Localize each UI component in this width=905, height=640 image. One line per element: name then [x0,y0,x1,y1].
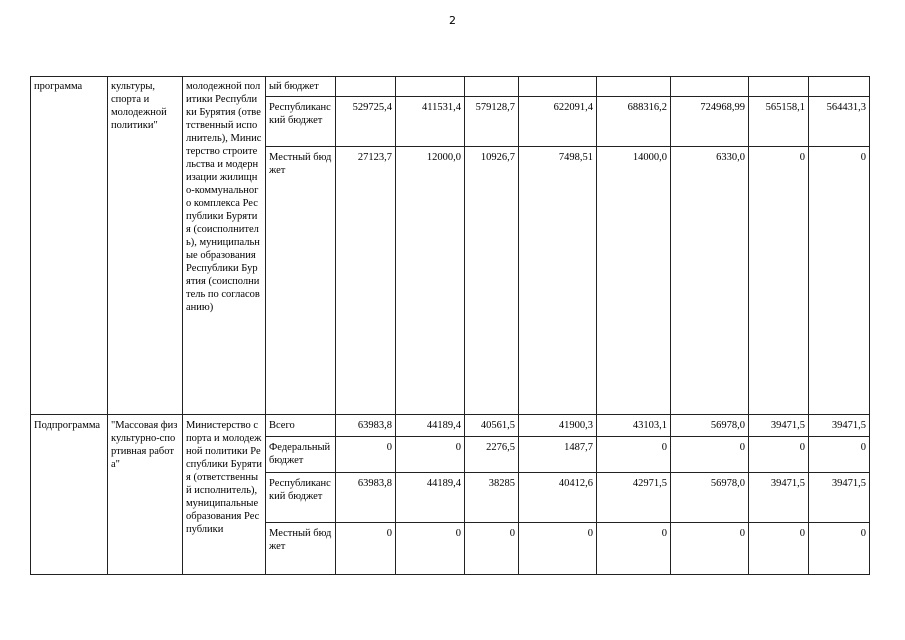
executor-cell: Министерство спорта и молодежной политики Республики Бурятия (ответственный исполнитель), муниципальные образования Республики [183,415,266,575]
value-cell: 39471,5 [749,473,809,523]
value-cell: 12000,0 [396,147,465,415]
value-cell: 411531,4 [396,97,465,147]
value-cell: 44189,4 [396,415,465,437]
value-cell: 6330,0 [671,147,749,415]
table-row [31,415,870,437]
value-cell: 1487,7 [519,437,597,473]
value-cell: 724968,99 [671,97,749,147]
value-cell [749,77,809,97]
value-cell: 688316,2 [597,97,671,147]
value-cell: 56978,0 [671,473,749,523]
funding-source-cell: Всего [266,415,336,437]
value-cell: 0 [809,523,870,575]
table-row [31,77,870,97]
value-cell: 27123,7 [336,147,396,415]
budget-table [30,76,870,575]
value-cell: 38285 [465,473,519,523]
value-cell: 0 [749,147,809,415]
value-cell: 622091,4 [519,97,597,147]
value-cell: 40561,5 [465,415,519,437]
value-cell [809,77,870,97]
value-cell [597,77,671,97]
value-cell: 564431,3 [809,97,870,147]
value-cell: 44189,4 [396,473,465,523]
value-cell: 39471,5 [809,473,870,523]
value-cell: 0 [336,523,396,575]
value-cell: 42971,5 [597,473,671,523]
value-cell: 529725,4 [336,97,396,147]
executor-cell: молодежной политики Республики Бурятия (ответственный исполнитель), Министерство строительства и модернизации жилищно-коммунального комплекса Республики Бурятия (соисполнитель), муниципальные образования Республики Бурятия (соисполнитель по согласованию) [183,77,266,415]
value-cell: 0 [465,523,519,575]
value-cell [336,77,396,97]
value-cell: 39471,5 [749,415,809,437]
funding-source-cell: Республиканский бюджет [266,473,336,523]
value-cell: 579128,7 [465,97,519,147]
value-cell: 63983,8 [336,415,396,437]
value-cell: 0 [671,437,749,473]
value-cell: 41900,3 [519,415,597,437]
value-cell: 10926,7 [465,147,519,415]
program-type-cell: Подпрограмма [31,415,108,575]
value-cell: 56978,0 [671,415,749,437]
value-cell: 0 [396,437,465,473]
value-cell: 63983,8 [336,473,396,523]
value-cell: 2276,5 [465,437,519,473]
value-cell: 0 [519,523,597,575]
value-cell: 40412,6 [519,473,597,523]
value-cell: 14000,0 [597,147,671,415]
value-cell: 0 [597,523,671,575]
program-name-cell: культуры, спорта и молодежной политики" [108,77,183,415]
value-cell: 0 [396,523,465,575]
value-cell: 39471,5 [809,415,870,437]
value-cell: 7498,51 [519,147,597,415]
value-cell [396,77,465,97]
funding-source-cell: Федеральный бюджет [266,437,336,473]
page-number: 2 [449,14,456,27]
value-cell [671,77,749,97]
value-cell [465,77,519,97]
value-cell: 0 [597,437,671,473]
value-cell: 0 [336,437,396,473]
program-name-cell: "Массовая физкультурно-спортивная работа" [108,415,183,575]
funding-source-cell: Республиканский бюджет [266,97,336,147]
value-cell: 565158,1 [749,97,809,147]
value-cell: 0 [809,437,870,473]
funding-source-cell: Местный бюджет [266,147,336,415]
value-cell [519,77,597,97]
value-cell: 0 [749,523,809,575]
value-cell: 0 [809,147,870,415]
program-type-cell: программа [31,77,108,415]
value-cell: 43103,1 [597,415,671,437]
funding-source-cell: Местный бюджет [266,523,336,575]
funding-source-cell: ый бюджет [266,77,336,97]
value-cell: 0 [671,523,749,575]
value-cell: 0 [749,437,809,473]
